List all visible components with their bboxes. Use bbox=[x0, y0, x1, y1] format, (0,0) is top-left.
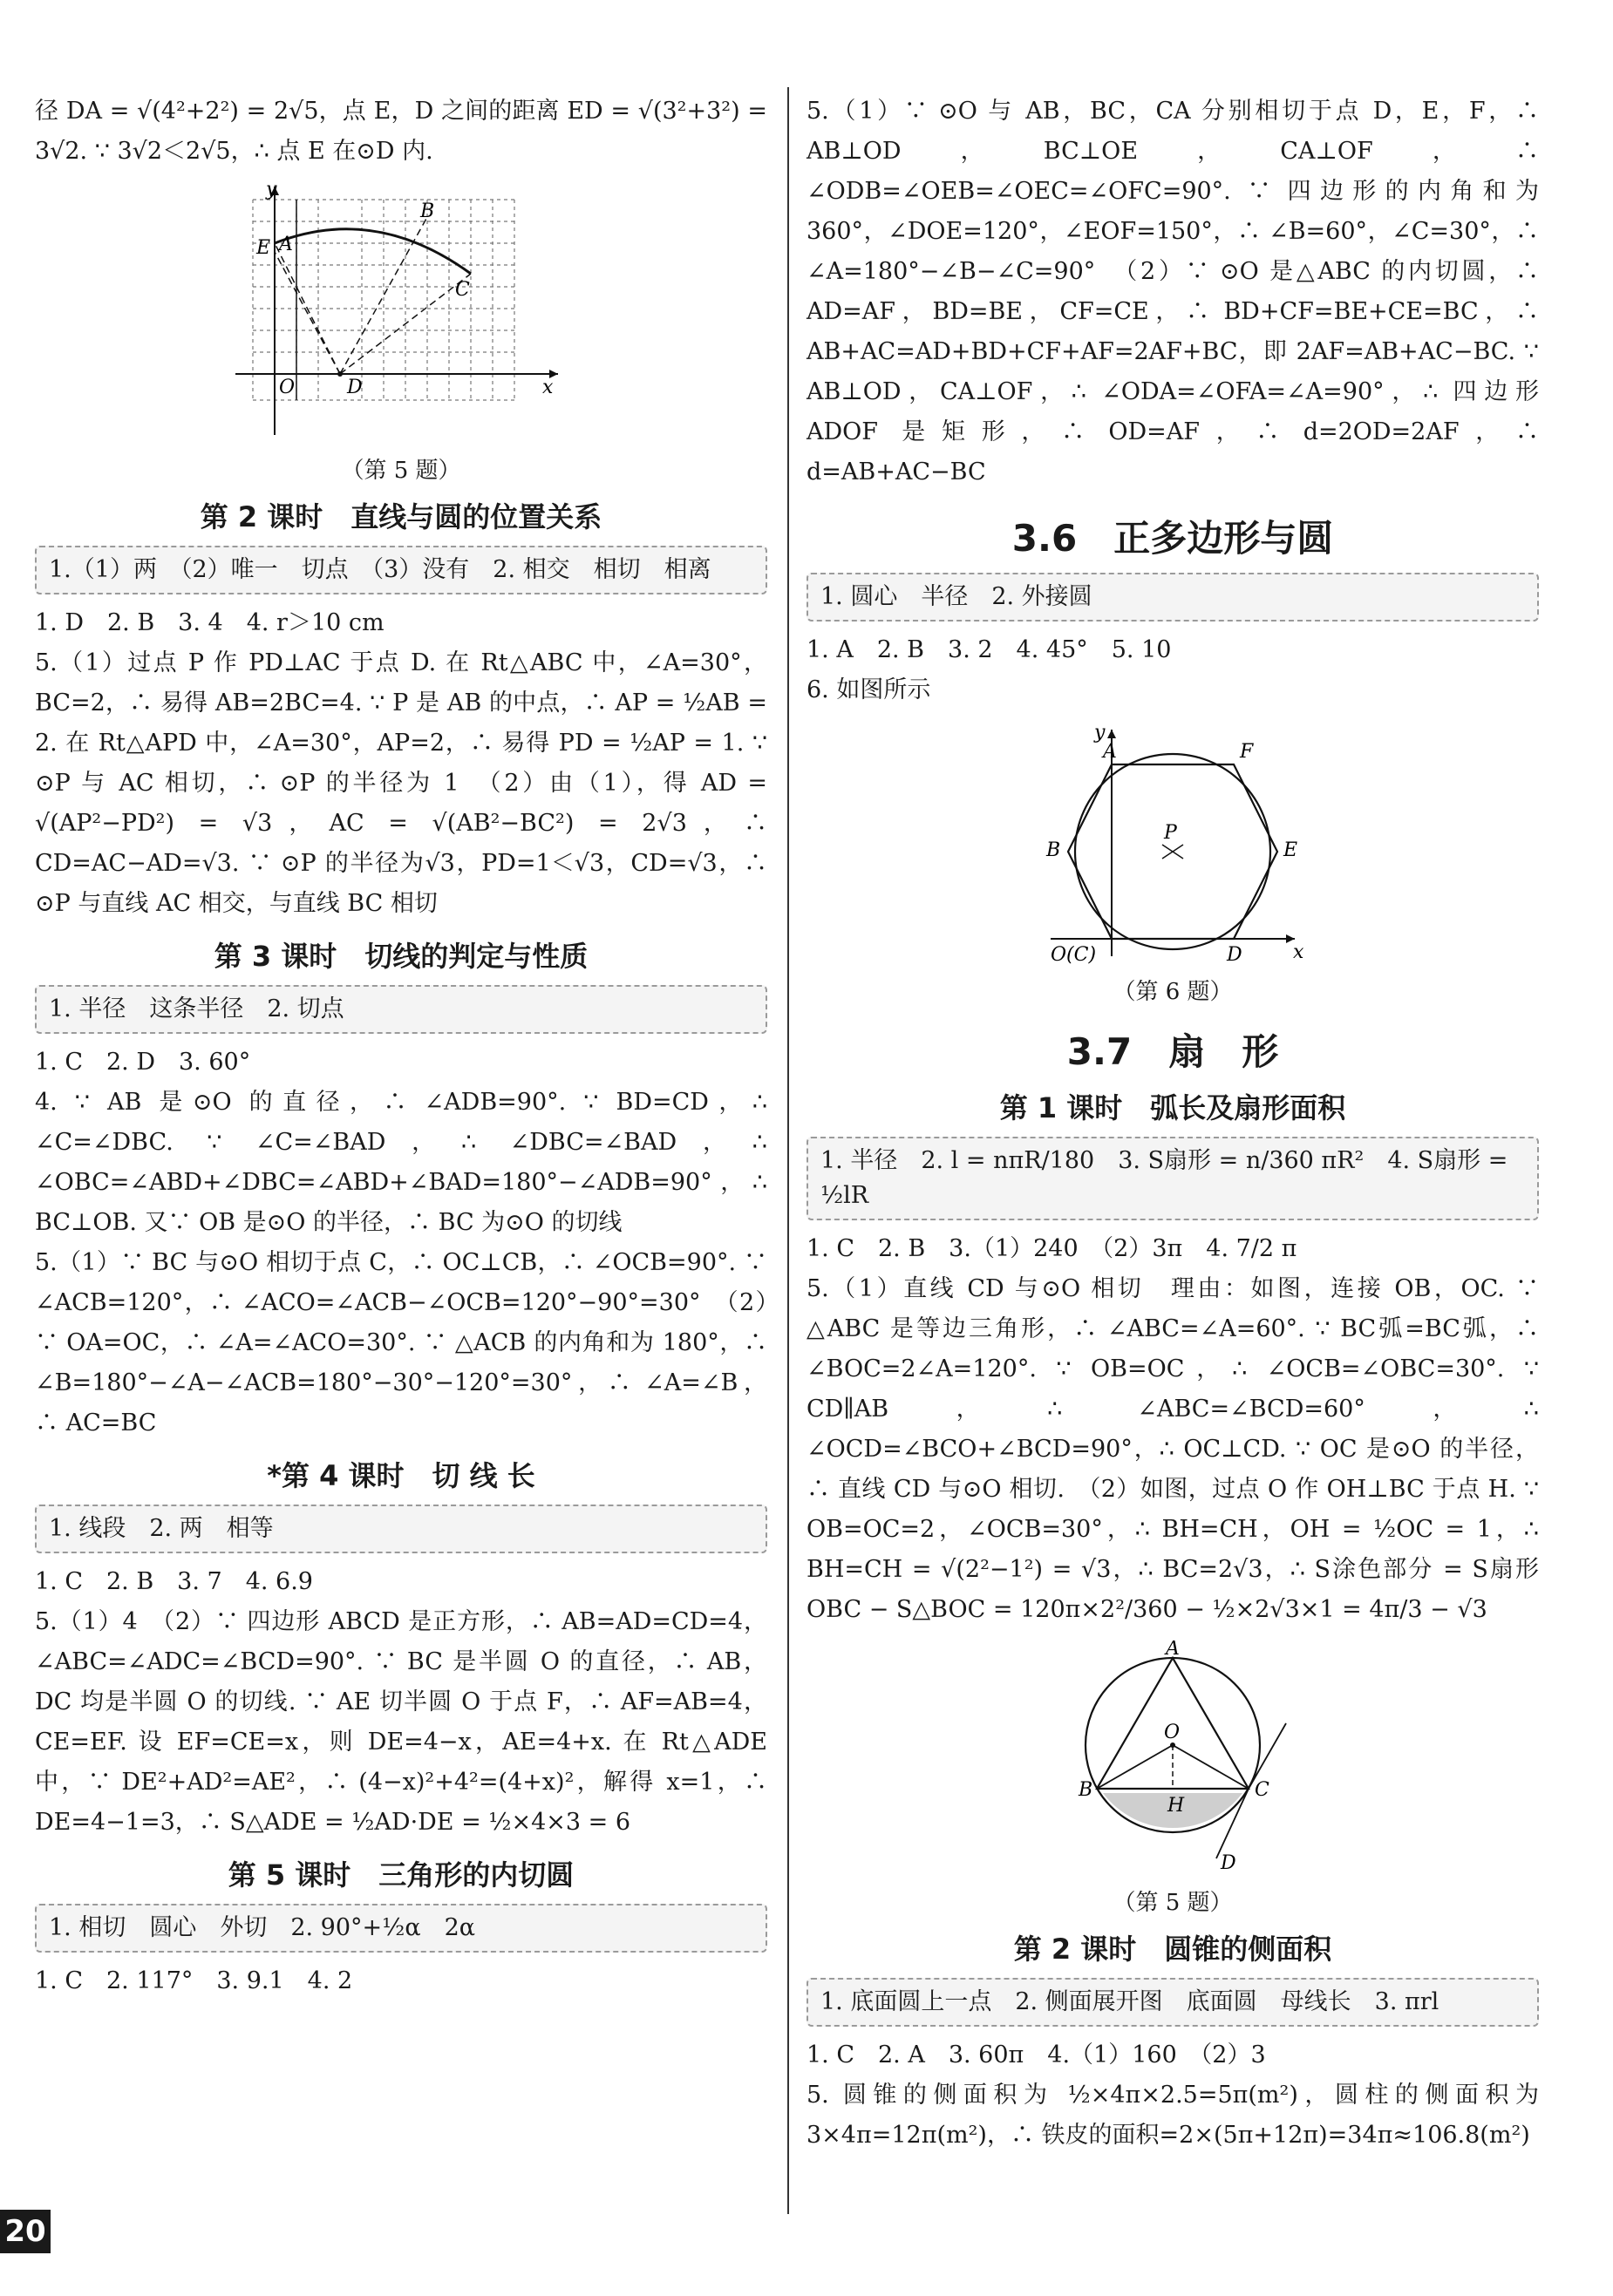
lesson-title: 第 3 课时 切线的判定与性质 bbox=[214, 940, 589, 973]
label-P: P bbox=[1164, 822, 1177, 844]
paragraph-distance: 径 DA = √(4²+2²) = 2√5，点 E，D 之间的距离 ED = √(3²+3²) = 3√2. ∵ 3√2＜2√5，∴ 点 E 在⊙D 内. bbox=[35, 98, 767, 165]
question-5-solution: 5.（1）直线 CD 与⊙O 相切 理由：如图，连接 OB，OC. ∵ △ABC 是等边三角形，∴ ∠ABC=∠A=60°. ∵ BC弧=BC弧，∴ ∠BOC=2∠A=120°. ∵ OB=OC，∴ ∠OCB=∠OBC=30°. ∵ CD∥AB，∴ ∠ABC=∠BCD=60°，∴ ∠OCD=∠BCO+∠BCD=90°，∴ OC⊥CD. ∵ OC 是⊙O 的半径，∴ 直线 CD 与⊙O 相切. （2）如图，过点 O 作 OH⊥BC 于点 H. ∵ OB=OC=2，∠OCB=30°，∴ BH=CH，OH = ½OC = 1，∴ BH=CH = √(2²−1²) = √3，∴ BC=2√3，∴ S涂色部分 = S扇形OBC − S△BOC = 120π×2²/360 − ½×2√3×1 = 4π/3 − √3 bbox=[806, 1275, 1539, 1623]
figure-caption: （第 5 题） bbox=[1113, 1890, 1233, 1916]
answers-line: 1. C 2. A 3. 60π 4.（1）160 （2）3 bbox=[806, 2041, 1266, 2068]
label-C: C bbox=[455, 279, 470, 301]
hexagon-diagram bbox=[1033, 721, 1312, 965]
left-column bbox=[35, 92, 767, 2001]
question-5-solution: 5. 圆锥的侧面积为 ½×4π×2.5=5π(m²)，圆柱的侧面积为 3×4π=12π(m²)，∴ 铁皮的面积=2×(5π+12π)=34π≈106.8(m²) bbox=[806, 2082, 1539, 2149]
label-O: O bbox=[1164, 1722, 1181, 1743]
summary-box: 1. 线段 2. 两 相等 bbox=[35, 1505, 767, 1553]
column-divider bbox=[787, 87, 789, 2214]
lesson-title: 第 5 课时 三角形的内切圆 bbox=[228, 1858, 575, 1892]
label-x: x bbox=[1293, 941, 1304, 963]
answers-line: 1. C 2. B 3.（1）240 （2）3π 4. 7/2 π bbox=[806, 1235, 1297, 1262]
label-B: B bbox=[1079, 1779, 1093, 1801]
question-5-solution: 5.（1）∵ BC 与⊙O 相切于点 C，∴ OC⊥CB，∴ ∠OCB=90°. ∵ ∠ACB=120°，∴ ∠ACO=∠ACB−∠OCB=120°−90°=30° （2）∵ OA=OC，∴ ∠A=∠ACO=30°. ∵ △ACB 的内角和为 180°，∴ ∠B=180°−∠A−∠ACB=180°−30°−120°=30°，∴ ∠A=∠B，∴ AC=BC bbox=[35, 1249, 767, 1437]
summary-box: 1. 半径 这条半径 2. 切点 bbox=[35, 985, 767, 1034]
summary-box: 1. 底面圆上一点 2. 侧面展开图 底面圆 母线长 3. πrl bbox=[806, 1978, 1539, 2027]
label-D: D bbox=[347, 377, 363, 398]
answers-line: 1. C 2. B 3. 7 4. 6.9 bbox=[35, 1568, 313, 1595]
answers-line: 1. D 2. B 3. 4 4. r＞10 cm bbox=[35, 609, 385, 636]
section-title: 3.6 正多边形与圆 bbox=[1011, 517, 1334, 560]
lesson-title: *第 4 课时 切 线 长 bbox=[267, 1459, 535, 1492]
label-x: x bbox=[542, 377, 554, 398]
summary-box: 1. 半径 2. l = nπR/180 3. S扇形 = n/360 πR² 4. S扇形 = ½lR bbox=[806, 1137, 1539, 1220]
label-E: E bbox=[256, 237, 271, 259]
answers-line: 1. A 2. B 3. 2 4. 45° 5. 10 bbox=[806, 636, 1172, 663]
label-C: C bbox=[1255, 1779, 1269, 1801]
lesson-title: 第 2 课时 直线与圆的位置关系 bbox=[200, 500, 602, 533]
label-A: A bbox=[1103, 741, 1117, 763]
label-OC: O(C) bbox=[1051, 944, 1097, 965]
grid-diagram bbox=[218, 182, 584, 444]
figure-grid-5 bbox=[35, 182, 767, 447]
summary-box: 1. 圆心 半径 2. 外接圆 bbox=[806, 573, 1539, 622]
lesson-title: 第 1 课时 弧长及扇形面积 bbox=[999, 1091, 1346, 1124]
answers-line: 1. C 2. D 3. 60° bbox=[35, 1049, 251, 1076]
figure-caption: （第 6 题） bbox=[1113, 979, 1233, 1005]
label-O: O bbox=[279, 377, 296, 398]
label-D: D bbox=[1221, 1852, 1236, 1874]
figure-circle-5 bbox=[806, 1640, 1539, 1879]
label-F: F bbox=[1240, 741, 1254, 763]
question-6-text: 6. 如图所示 bbox=[806, 676, 931, 703]
page-number: 20 bbox=[0, 2210, 51, 2253]
label-B: B bbox=[1046, 839, 1061, 861]
answers-line: 1. C 2. 117° 3. 9.1 4. 2 bbox=[35, 1967, 353, 1994]
label-y: y bbox=[1094, 722, 1106, 744]
figure-hexagon-6 bbox=[806, 721, 1539, 968]
question-5-solution: 5.（1）∵ ⊙O 与 AB，BC，CA 分别相切于点 D，E，F，∴ AB⊥OD，BC⊥OE，CA⊥OF，∴ ∠ODB=∠OEB=∠OEC=∠OFC=90°. ∵ 四边形的内角和为 360°，∠DOE=120°，∠EOF=150°，∴ ∠B=60°，∠C=30°，∴ ∠A=180°−∠B−∠C=90° （2）∵ ⊙O 是△ABC 的内切圆，∴ AD=AF，BD=BE，CF=CE，∴ BD+CF=BE+CE=BC，∴ AB+AC=AD+BD+CF+AF=2AF+BC，即 2AF=AB+AC−BC. ∵ AB⊥OD，CA⊥OF，∴ ∠ODA=∠OFA=∠A=90°，∴ 四边形 ADOF 是矩形，∴ OD=AF，∴ d=2OD=2AF，∴ d=AB+AC−BC bbox=[806, 98, 1539, 486]
label-D: D bbox=[1227, 944, 1242, 965]
question-4-solution: 4. ∵ AB 是⊙O 的直径，∴ ∠ADB=90°. ∵ BD=CD，∴ ∠C=∠DBC. ∵ ∠C=∠BAD，∴ ∠DBC=∠BAD，∴ ∠OBC=∠ABD+∠DBC=∠ABD+∠BAD=180°−∠ADB=90°，∴ BC⊥OB. 又∵ OB 是⊙O 的半径，∴ BC 为⊙O 的切线 bbox=[35, 1089, 767, 1236]
label-H: H bbox=[1167, 1795, 1185, 1817]
label-y: y bbox=[266, 182, 277, 200]
section-title: 3.7 扇 形 bbox=[1066, 1030, 1279, 1073]
label-A: A bbox=[1166, 1640, 1180, 1660]
label-E: E bbox=[1283, 839, 1298, 861]
label-B: B bbox=[420, 200, 435, 222]
question-5-solution: 5.（1）4 （2）∵ 四边形 ABCD 是正方形，∴ AB=AD=CD=4，∠ABC=∠ADC=∠BCD=90°. ∵ BC 是半圆 O 的直径，∴ AB，DC 均是半圆 O 的切线. ∵ AE 切半圆 O 于点 F，∴ AF=AB=4，CE=EF. 设 EF=CE=x，则 DE=4−x，AE=4+x. 在 Rt△ADE 中，∵ DE²+AD²=AE²，∴ (4−x)²+4²=(4+x)²，解得 x=1，∴ DE=4−1=3，∴ S△ADE = ½AD·DE = ½×4×3 = 6 bbox=[35, 1608, 767, 1836]
summary-box: 1.（1）两 （2）唯一 切点 （3）没有 2. 相交 相切 相离 bbox=[35, 546, 767, 594]
figure-caption: （第 5 题） bbox=[341, 458, 461, 484]
circle-triangle-diagram bbox=[1042, 1640, 1303, 1876]
lesson-title: 第 2 课时 圆锥的侧面积 bbox=[1013, 1933, 1332, 1966]
label-A: A bbox=[279, 234, 293, 255]
right-column bbox=[806, 92, 1539, 2156]
question-5-solution: 5.（1）过点 P 作 PD⊥AC 于点 D. 在 Rt△ABC 中，∠A=30°，BC=2，∴ 易得 AB=2BC=4. ∵ P 是 AB 的中点，∴ AP = ½AB = 2. 在 Rt△APD 中，∠A=30°，AP=2，∴ 易得 PD = ½AP = 1. ∵ ⊙P 与 AC 相切，∴ ⊙P 的半径为 1 （2）由（1），得 AD = √(AP²−PD²) = √3，AC = √(AB²−BC²) = 2√3，∴ CD=AC−AD=√3. ∵ ⊙P 的半径为√3，PD=1＜√3，CD=√3，∴ ⊙P 与直线 AC 相交，与直线 BC 相切 bbox=[35, 649, 767, 917]
summary-box: 1. 相切 圆心 外切 2. 90°+½α 2α bbox=[35, 1904, 767, 1953]
